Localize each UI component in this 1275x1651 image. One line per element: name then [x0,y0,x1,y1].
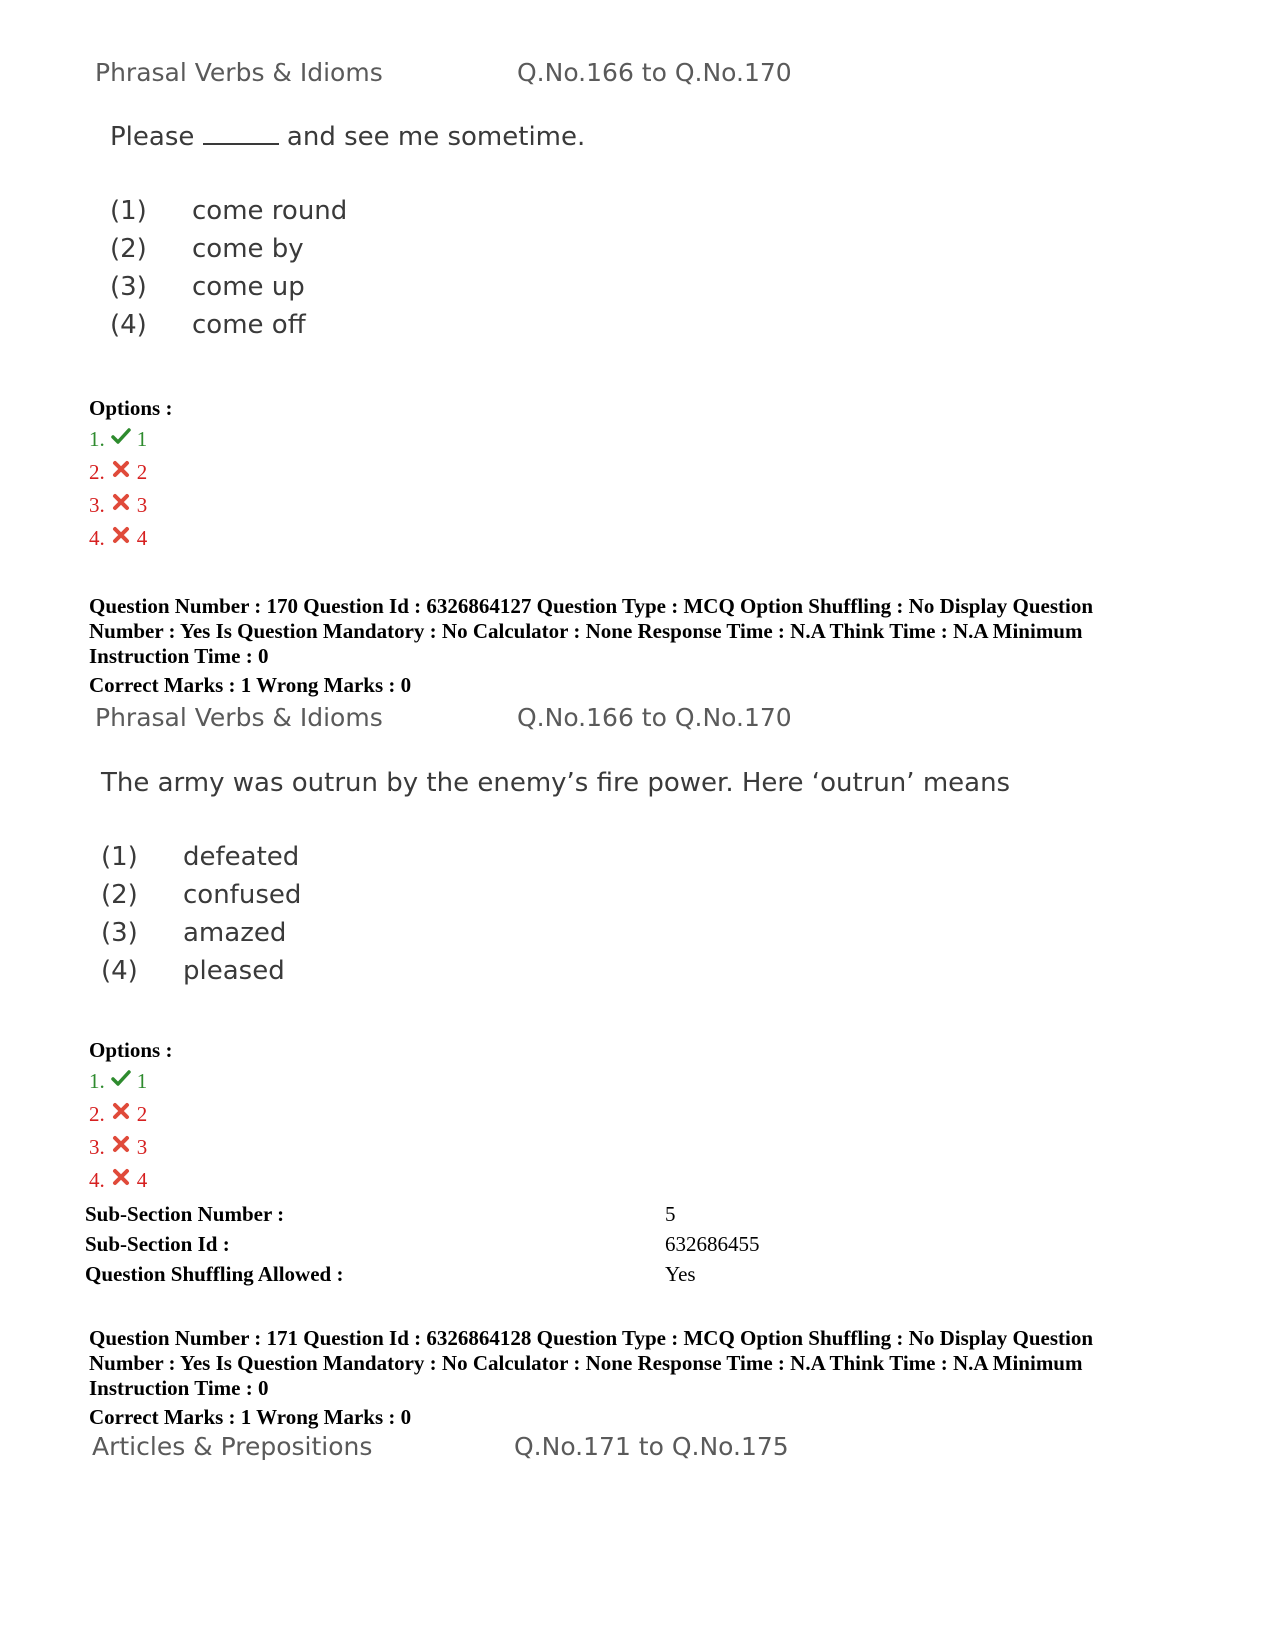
choice-item [110,268,347,306]
options-title: Options : [89,396,173,420]
options-title: Options : [89,1038,173,1062]
choice-item [101,876,301,914]
choice-text: defeated [183,842,300,872]
option-value: 3 [136,493,148,517]
options-list [89,423,147,555]
option-value: 1 [136,1069,148,1093]
choice-text: amazed [183,918,287,948]
option-item-correct [89,1065,147,1098]
choice-number: (4) [110,310,147,340]
choice-text: pleased [183,956,285,986]
choice-item [101,914,301,952]
choice-number: (2) [101,880,138,910]
choice-list [101,838,301,990]
question-meta: Question Number : 170 Question Id : 6326864127 Question Type : MCQ Option Shuffling : No Display Question Number : Yes Is Question Mandatory : No Calculator : None Response Time : N.A Think Time : N.A Minimum Instruction Time : 0 [89,594,1094,668]
question-meta: Question Number : 171 Question Id : 6326864128 Question Type : MCQ Option Shuffling : No Display Question Number : Yes Is Question Mandatory : No Calculator : None Response Time : N.A Think Time : N.A Minimum Instruction Time : 0 [89,1326,1094,1400]
choice-number: (3) [110,272,147,302]
subsection-info [85,1199,760,1289]
option-value: 2 [136,460,148,484]
section-title: Articles & Prepositions [92,1432,373,1461]
cross-icon [111,459,131,479]
choice-text: confused [183,880,302,910]
option-value: 2 [136,1102,148,1126]
subsection-row [85,1229,760,1259]
choice-item [110,306,347,344]
choice-item [110,230,347,268]
choice-number: (1) [101,842,138,872]
choice-text: come up [192,272,305,302]
section-title: Phrasal Verbs & Idioms [95,58,383,87]
subsection-value: 632686455 [665,1231,760,1256]
cross-icon [111,492,131,512]
option-item-wrong [89,522,147,555]
options-list [89,1065,147,1197]
choice-number: (1) [110,196,147,226]
choice-number: (3) [101,918,138,948]
question-text: The army was outrun by the enemy’s fire power. Here ‘outrun’ means [101,768,1011,798]
option-index: 1. [89,1069,105,1093]
check-icon [111,1068,131,1088]
question-text-after: and see me sometime. [286,122,586,152]
option-value: 4 [136,526,148,550]
question-range: Q.No.166 to Q.No.170 [517,58,792,87]
question-blank [203,142,279,145]
subsection-label: Sub-Section Number : [85,1201,285,1226]
choice-list [110,192,347,344]
option-index: 4. [89,1168,105,1192]
check-icon [111,426,131,446]
option-item-correct [89,423,147,456]
cross-icon [111,525,131,545]
subsection-value: 5 [665,1201,676,1226]
cross-icon [111,1101,131,1121]
option-item-wrong [89,456,147,489]
option-item-wrong [89,489,147,522]
subsection-value: Yes [665,1261,696,1286]
question-text-before: Please [110,122,195,152]
subsection-row [85,1259,760,1289]
question-text [110,122,585,152]
cross-icon [111,1167,131,1187]
choice-item [101,838,301,876]
option-index: 2. [89,1102,105,1126]
option-item-wrong [89,1098,147,1131]
option-value: 1 [136,427,148,451]
option-item-wrong [89,1131,147,1164]
option-index: 1. [89,427,105,451]
option-index: 4. [89,526,105,550]
subsection-label: Sub-Section Id : [85,1231,230,1256]
option-index: 3. [89,493,105,517]
marks-info: Correct Marks : 1 Wrong Marks : 0 [89,673,412,697]
subsection-row [85,1199,760,1229]
subsection-label: Question Shuffling Allowed : [85,1261,344,1286]
marks-info: Correct Marks : 1 Wrong Marks : 0 [89,1405,412,1429]
option-value: 4 [136,1168,148,1192]
cross-icon [111,1134,131,1154]
choice-item [110,192,347,230]
option-item-wrong [89,1164,147,1197]
question-range: Q.No.171 to Q.No.175 [514,1432,789,1461]
choice-number: (4) [101,956,138,986]
choice-text: come by [192,234,304,264]
choice-item [101,952,301,990]
choice-text: come round [192,196,348,226]
section-title: Phrasal Verbs & Idioms [95,703,383,732]
choice-text: come off [192,310,306,340]
option-index: 2. [89,460,105,484]
option-index: 3. [89,1135,105,1159]
question-range: Q.No.166 to Q.No.170 [517,703,792,732]
option-value: 3 [136,1135,148,1159]
choice-number: (2) [110,234,147,264]
